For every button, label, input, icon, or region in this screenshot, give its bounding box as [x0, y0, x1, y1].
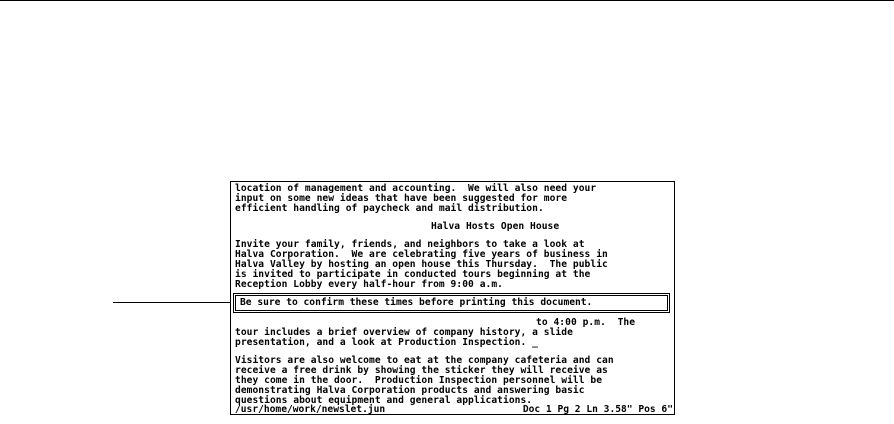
cursor-position: Doc 1 Pg 2 Ln 3.58" Pos 6" — [522, 404, 673, 415]
file-path: /usr/home/work/newslet.jun — [235, 404, 386, 415]
document-line: input on some new ideas that have been suggested for more — [235, 193, 568, 204]
document-line: they come in the door. Production Inspection personnel will be — [235, 375, 603, 386]
section-heading: Halva Hosts Open House — [431, 221, 560, 232]
callout-line — [113, 302, 235, 303]
document-line: is invited to participate in conducted tours beginning at the — [235, 269, 591, 280]
status-bar — [231, 405, 674, 415]
document-line: Reception Lobby every half-hour from 9:00 a.m. — [235, 279, 503, 290]
top-rule — [0, 0, 894, 1]
document-line: to 4:00 p.m. The — [536, 317, 636, 328]
document-line: questions about equipment and general applications. — [235, 395, 533, 406]
document-line: receive a free drink by showing the sticker they will receive as — [235, 365, 608, 376]
document-line: presentation, and a look at Production Inspection. _ — [235, 337, 538, 348]
document-line: Visitors are also welcome to eat at the company cafeteria and can — [235, 355, 614, 366]
document-comment-box[interactable] — [233, 293, 670, 313]
document-line: demonstrating Halva Corporation products and answering basic — [235, 385, 585, 396]
document-line: Halva Corporation. We are celebrating five years of business in — [235, 249, 608, 260]
document-line: Halva Valley by hosting an open house this Thursday. The public — [235, 259, 608, 270]
document-line: efficient handling of paycheck and mail distribution. — [235, 203, 544, 214]
editor-screen[interactable] — [230, 181, 675, 415]
document-line: Invite your family, friends, and neighbors to take a look at — [235, 239, 585, 250]
document-comment: Be sure to confirm these times before printing this document. — [240, 297, 593, 308]
document-line: tour includes a brief overview of company history, a slide — [235, 327, 573, 338]
document-line: location of management and accounting. We will also need your — [235, 183, 597, 194]
